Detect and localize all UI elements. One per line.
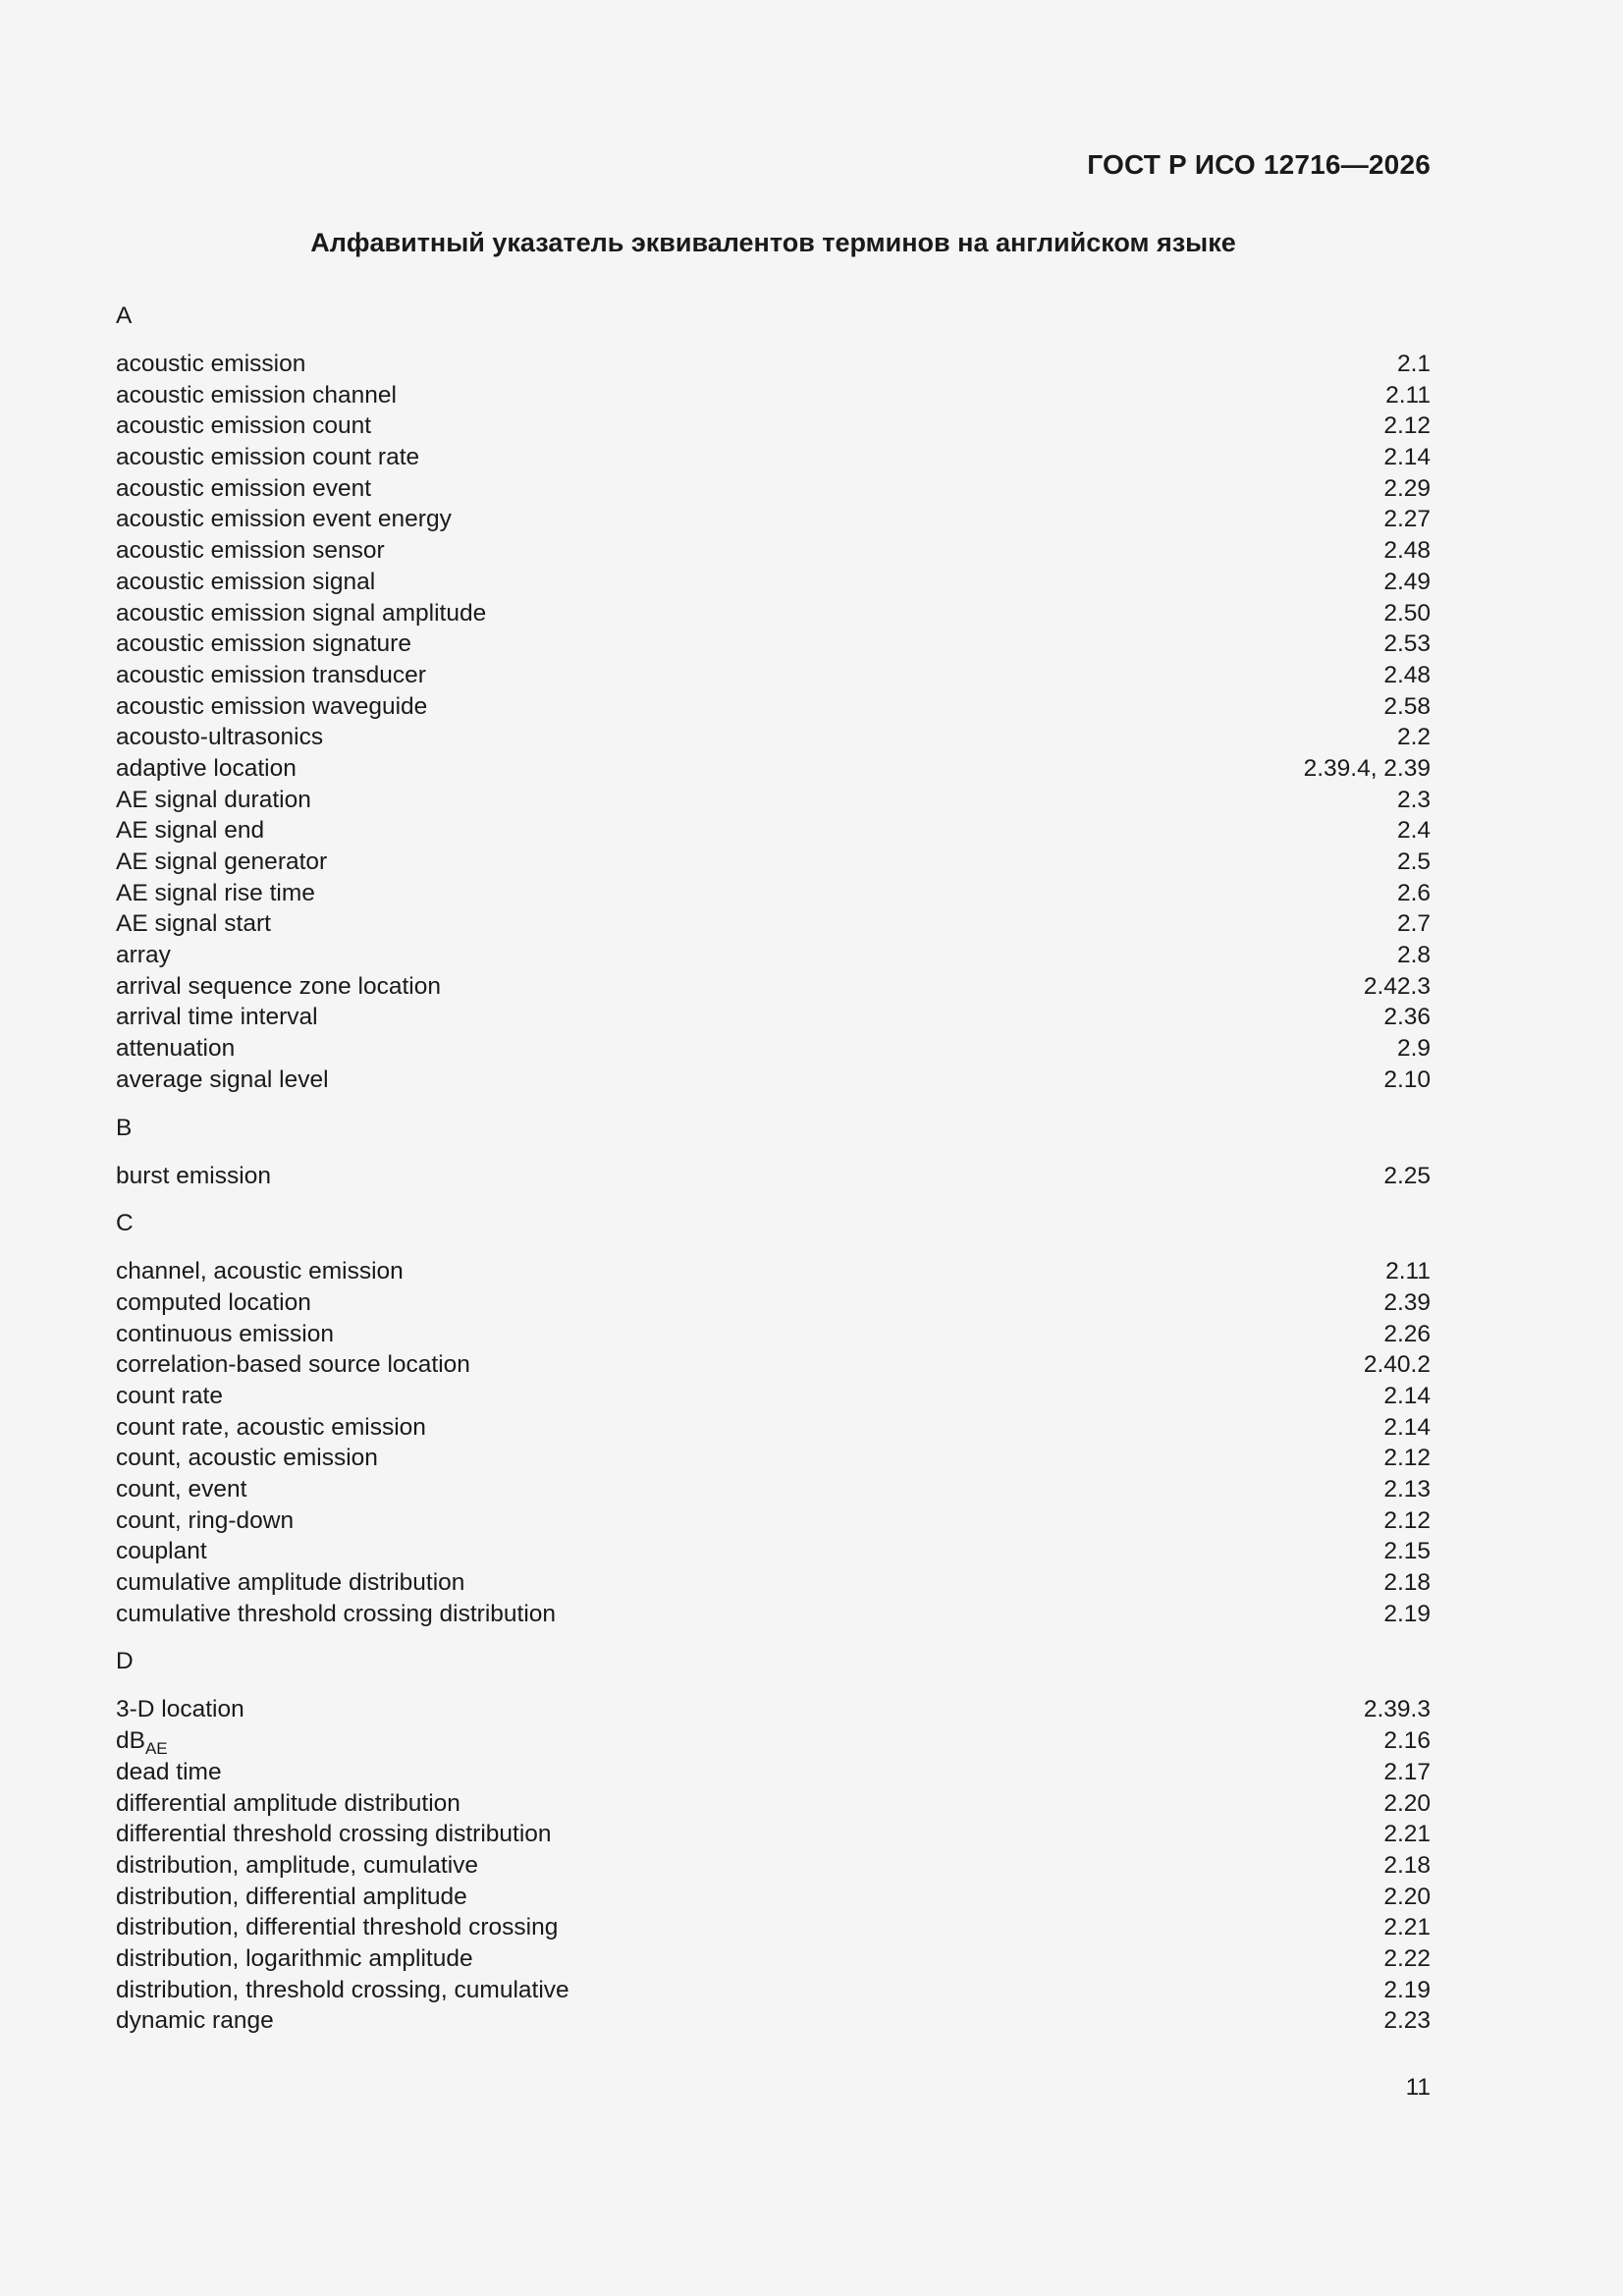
entry-reference: 2.10: [1383, 1066, 1431, 1093]
entry-reference: 2.53: [1383, 630, 1431, 658]
entry-term-text: 3-D location: [116, 1696, 244, 1723]
entry-reference: 2.13: [1383, 1476, 1431, 1503]
index-entry: [116, 1287, 1431, 1319]
entry-term: [116, 1567, 464, 1599]
index-entry: [116, 1599, 1431, 1630]
entry-term: [116, 1065, 329, 1096]
entry-term-text: arrival sequence zone location: [116, 972, 441, 1000]
entry-reference: 2.39: [1383, 1288, 1431, 1316]
entry-term-text: average signal level: [116, 1066, 329, 1093]
index-entry: [116, 1943, 1431, 1975]
entry-term-text: channel, acoustic emission: [116, 1258, 404, 1285]
index-entry: [116, 1912, 1431, 1943]
entry-reference: 2.19: [1383, 1600, 1431, 1627]
index-entry: [116, 442, 1431, 473]
entry-reference: 2.21: [1383, 1914, 1431, 1941]
entry-reference: 2.16: [1383, 1727, 1431, 1755]
entry-term: [116, 410, 371, 442]
entry-reference: 2.15: [1383, 1538, 1431, 1565]
entry-reference: 2.12: [1383, 1445, 1431, 1472]
index-entry: [116, 815, 1431, 847]
entry-reference: 2.48: [1383, 661, 1431, 688]
entry-reference: 2.5: [1396, 848, 1431, 875]
page-title: Алфавитный указатель эквивалентов терминов на английском языке: [310, 228, 1236, 257]
entry-term: [116, 349, 305, 380]
entry-term-text: AE signal end: [116, 817, 265, 845]
entry-reference: 2.23: [1383, 2007, 1431, 2035]
index-entry: [116, 473, 1431, 505]
entry-term-text: attenuation: [116, 1035, 236, 1063]
index-list: [116, 301, 1431, 2053]
entry-term-subscript: AE: [144, 1739, 168, 1759]
entry-reference: 2.42.3: [1363, 972, 1431, 1000]
entry-term-text: acoustic emission channel: [116, 381, 397, 409]
index-entry: [116, 567, 1431, 598]
index-entry: [116, 380, 1431, 411]
entry-term-text: AE signal rise time: [116, 879, 315, 906]
index-entry: [116, 1256, 1431, 1287]
entry-reference: 2.39.3: [1363, 1696, 1431, 1723]
index-entry: [116, 1788, 1431, 1820]
entry-term-text: acoustic emission signal: [116, 568, 376, 595]
index-entry: [116, 1725, 1431, 1757]
entry-term-text: AE signal start: [116, 910, 271, 938]
entry-reference: 2.20: [1383, 1883, 1431, 1910]
entry-term-text: count, ring-down: [116, 1506, 295, 1534]
entry-reference: 2.40.2: [1363, 1351, 1431, 1379]
entry-term-text: dead time: [116, 1758, 222, 1785]
entry-reference: 2.48: [1383, 537, 1431, 565]
index-entry: [116, 1474, 1431, 1505]
entry-reference: 2.11: [1385, 1258, 1431, 1285]
entry-term: [116, 1819, 552, 1850]
index-entry: [116, 1319, 1431, 1350]
entry-term-text: dynamic range: [116, 2007, 274, 2035]
entry-term: [116, 1349, 470, 1381]
entry-reference: 2.20: [1383, 1789, 1431, 1817]
entry-reference: 2.25: [1383, 1162, 1431, 1189]
entry-term-text: couplant: [116, 1538, 207, 1565]
entry-reference: 2.50: [1383, 599, 1431, 627]
entry-reference: 2.58: [1383, 692, 1431, 720]
entry-reference: 2.2: [1396, 724, 1431, 751]
entry-reference: 2.14: [1383, 444, 1431, 471]
entry-reference: 2.12: [1383, 1506, 1431, 1534]
index-entry: [116, 629, 1431, 660]
entry-term: [116, 380, 397, 411]
document-page: [116, 0, 1431, 2296]
section-letter: B: [116, 1114, 133, 1141]
entry-term-text: acoustic emission signal amplitude: [116, 599, 487, 627]
index-entry: [116, 504, 1431, 535]
index-entry: [116, 535, 1431, 567]
index-entry: [116, 1161, 1431, 1192]
entry-term-text: AE signal duration: [116, 786, 311, 813]
entry-term: [116, 1536, 207, 1567]
entry-reference: 2.3: [1396, 786, 1431, 813]
entry-reference: 2.17: [1383, 1758, 1431, 1785]
entry-reference: 2.27: [1383, 506, 1431, 533]
entry-term-text: count rate: [116, 1382, 223, 1409]
entry-term-text: burst emission: [116, 1162, 271, 1189]
entry-term: [116, 629, 411, 660]
entry-term-text: count, acoustic emission: [116, 1445, 378, 1472]
entry-term-text: computed location: [116, 1288, 311, 1316]
index-entry: [116, 691, 1431, 723]
index-entry: [116, 722, 1431, 753]
entry-term: [116, 1474, 246, 1505]
entry-reference: 2.9: [1396, 1035, 1431, 1063]
entry-term: [116, 940, 171, 971]
entry-reference: 2.29: [1383, 474, 1431, 502]
entry-term: [116, 1882, 467, 1913]
index-entry: [116, 878, 1431, 909]
entry-reference: 2.14: [1383, 1382, 1431, 1409]
entry-term: [116, 722, 323, 753]
entry-term-text: acoustic emission event energy: [116, 506, 452, 533]
entry-term: [116, 815, 264, 847]
index-entry: [116, 1536, 1431, 1567]
index-entry: [116, 971, 1431, 1003]
entry-term: [116, 691, 427, 723]
entry-term-text: acousto-ultrasonics: [116, 724, 324, 751]
entry-term-text: acoustic emission event: [116, 474, 372, 502]
index-entry: [116, 1850, 1431, 1882]
entry-term-text: differential threshold crossing distribution: [116, 1821, 552, 1848]
index-entry: [116, 785, 1431, 816]
entry-term: [116, 1319, 334, 1350]
entry-term-text: count, event: [116, 1476, 247, 1503]
entry-term-text: cumulative amplitude distribution: [116, 1569, 465, 1597]
index-entry: [116, 660, 1431, 691]
entry-reference: 2.26: [1383, 1320, 1431, 1347]
entry-term-text: arrival time interval: [116, 1004, 318, 1031]
entry-term-text: acoustic emission transducer: [116, 661, 426, 688]
entry-term: [116, 1505, 294, 1537]
entry-term: [116, 971, 441, 1003]
entry-term-text: array: [116, 942, 171, 969]
entry-term: [116, 1256, 404, 1287]
index-section: [116, 1646, 1431, 2037]
entry-term-text: differential amplitude distribution: [116, 1789, 460, 1817]
index-entry: [116, 1443, 1431, 1474]
entry-term: [116, 1788, 460, 1820]
entry-term-text: acoustic emission signature: [116, 630, 411, 658]
entry-term: [116, 442, 419, 473]
entry-term: [116, 1694, 244, 1725]
entry-term-text: acoustic emission count: [116, 412, 372, 440]
index-entry: [116, 410, 1431, 442]
index-entry: [116, 1694, 1431, 1725]
entry-term: [116, 785, 311, 816]
entry-term: [116, 847, 327, 878]
entry-term-text: distribution, differential amplitude: [116, 1883, 467, 1910]
entry-term: [116, 1033, 235, 1065]
index-entry: [116, 1567, 1431, 1599]
entry-reference: 2.6: [1396, 879, 1431, 906]
entry-term: [116, 908, 271, 940]
entry-term: [116, 878, 315, 909]
entry-term: [116, 567, 375, 598]
section-letter: A: [116, 302, 133, 329]
index-entry: [116, 1975, 1431, 2006]
index-entry: [116, 753, 1431, 785]
entry-reference: 2.49: [1383, 568, 1431, 595]
index-entry: [116, 1002, 1431, 1033]
entry-reference: 2.11: [1385, 381, 1431, 409]
entry-term: [116, 1850, 478, 1882]
entry-reference: 2.7: [1396, 910, 1431, 938]
index-entry: [116, 908, 1431, 940]
entry-reference: 2.4: [1396, 817, 1431, 845]
index-section: [116, 1113, 1431, 1192]
entry-term: [116, 2005, 274, 2037]
entry-term: [116, 1725, 168, 1757]
index-entry: [116, 1033, 1431, 1065]
index-entry: [116, 1381, 1431, 1412]
entry-reference: 2.21: [1383, 1821, 1431, 1848]
entry-term-text: count rate, acoustic emission: [116, 1413, 426, 1441]
index-entry: [116, 1505, 1431, 1537]
entry-term: [116, 1975, 569, 2006]
entry-reference: 2.22: [1383, 1944, 1431, 1972]
index-entry: [116, 1819, 1431, 1850]
entry-term-text: dB: [116, 1727, 145, 1755]
index-entry: [116, 349, 1431, 380]
entry-term-text: continuous emission: [116, 1320, 334, 1347]
entry-reference: 2.14: [1383, 1413, 1431, 1441]
entry-term: [116, 535, 385, 567]
index-entry: [116, 1757, 1431, 1788]
entry-term-text: acoustic emission count rate: [116, 444, 420, 471]
entry-term: [116, 473, 371, 505]
entry-reference: 2.36: [1383, 1004, 1431, 1031]
entry-reference: 2.1: [1396, 351, 1431, 377]
entry-term: [116, 1161, 271, 1192]
index-entry: [116, 940, 1431, 971]
entry-term: [116, 598, 486, 629]
entry-term-text: acoustic emission: [116, 351, 306, 377]
entry-term-text: acoustic emission sensor: [116, 537, 385, 565]
page-number: 11: [1405, 2074, 1431, 2101]
index-entry: [116, 1882, 1431, 1913]
entry-term-text: adaptive location: [116, 754, 297, 782]
index-entry: [116, 598, 1431, 629]
entry-reference: 2.19: [1383, 1976, 1431, 2003]
entry-term: [116, 1757, 222, 1788]
entry-term-text: distribution, logarithmic amplitude: [116, 1944, 473, 1972]
index-section: [116, 301, 1431, 1096]
entry-reference: 2.12: [1383, 412, 1431, 440]
entry-term-text: acoustic emission waveguide: [116, 692, 428, 720]
index-entry: [116, 1349, 1431, 1381]
entry-term: [116, 1002, 318, 1033]
entry-reference: 2.8: [1396, 942, 1431, 969]
entry-term: [116, 1599, 556, 1630]
entry-term-text: distribution, threshold crossing, cumulative: [116, 1976, 569, 2003]
document-code: ГОСТ Р ИСО 12716—2026: [1087, 149, 1431, 180]
index-entry: [116, 2005, 1431, 2037]
entry-term-text: distribution, amplitude, cumulative: [116, 1851, 479, 1879]
section-letter: D: [116, 1648, 134, 1675]
entry-reference: 2.39.4, 2.39: [1303, 754, 1431, 782]
index-entry: [116, 1065, 1431, 1096]
entry-term: [116, 660, 426, 691]
entry-term-text: cumulative threshold crossing distribution: [116, 1600, 557, 1627]
entry-reference: 2.18: [1383, 1851, 1431, 1879]
entry-term-text: AE signal generator: [116, 848, 328, 875]
entry-term: [116, 1412, 426, 1444]
entry-term: [116, 1381, 223, 1412]
entry-reference: 2.18: [1383, 1569, 1431, 1597]
entry-term-text: correlation-based source location: [116, 1351, 470, 1379]
entry-term: [116, 1912, 558, 1943]
entry-term: [116, 753, 297, 785]
index-entry: [116, 847, 1431, 878]
index-entry: [116, 1412, 1431, 1444]
entry-term: [116, 504, 452, 535]
entry-term: [116, 1943, 473, 1975]
entry-term-text: distribution, differential threshold crossing: [116, 1914, 559, 1941]
index-section: [116, 1208, 1431, 1629]
entry-term: [116, 1443, 378, 1474]
section-letter: C: [116, 1210, 134, 1237]
entry-term: [116, 1287, 311, 1319]
